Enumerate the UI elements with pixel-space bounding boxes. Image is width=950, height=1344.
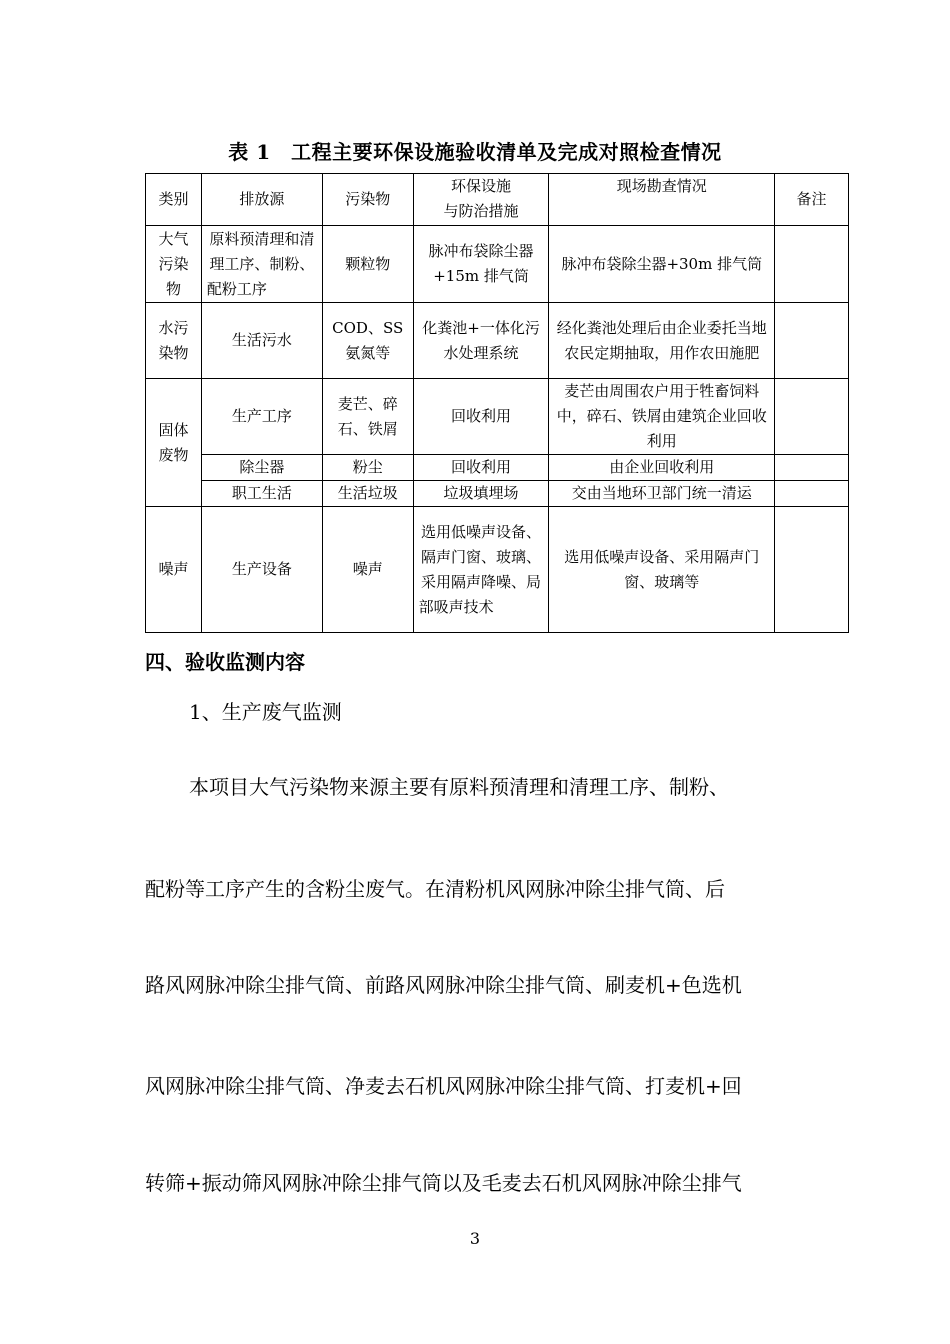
paragraph-line: 本项目大气污染物来源主要有原料预清理和清理工序、制粉、 bbox=[189, 775, 729, 799]
row-source: 除尘器 bbox=[201, 455, 322, 481]
table-row bbox=[146, 507, 849, 633]
row-inspection: 选用低噪声设备、采用隔声门窗、玻璃等 bbox=[549, 507, 775, 633]
row-facility: 选用低噪声设备、隔声门窗、玻璃、采用隔声降噪、局部吸声技术 bbox=[413, 507, 549, 633]
row-inspection: 经化粪池处理后由企业委托当地农民定期抽取，用作农田施肥 bbox=[549, 303, 775, 379]
header-source: 排放源 bbox=[201, 174, 322, 226]
page-number: 3 bbox=[469, 1229, 481, 1248]
row-inspection: 由企业回收利用 bbox=[549, 455, 775, 481]
header-facility: 环保设施 与防治措施 bbox=[413, 174, 549, 226]
row-remark bbox=[775, 481, 849, 507]
paragraph-line: 转筛+振动筛风网脉冲除尘排气筒以及毛麦去石机风网脉冲除尘排气 bbox=[145, 1171, 742, 1195]
table-row bbox=[146, 303, 849, 379]
row-remark bbox=[775, 455, 849, 481]
section-heading: 四、验收监测内容 bbox=[145, 650, 305, 674]
row-remark bbox=[775, 226, 849, 303]
row-pollutant: 麦芒、碎石、铁屑 bbox=[322, 379, 413, 455]
header-remark: 备注 bbox=[775, 174, 849, 226]
paragraph-line: 路风网脉冲除尘排气筒、前路风网脉冲除尘排气筒、刷麦机+色选机 bbox=[145, 973, 742, 997]
header-inspection: 现场勘查情况 bbox=[549, 174, 775, 226]
section-subheading: 1、生产废气监测 bbox=[189, 700, 342, 724]
row-pollutant: 生活垃圾 bbox=[322, 481, 413, 507]
row-remark bbox=[775, 379, 849, 455]
header-pollutant: 污染物 bbox=[322, 174, 413, 226]
row-category: 固体 废物 bbox=[146, 379, 202, 507]
row-pollutant: COD、SS 氨氮等 bbox=[322, 303, 413, 379]
table-header-row bbox=[146, 174, 849, 226]
row-category: 大气 污染 物 bbox=[146, 226, 202, 303]
row-facility: 回收利用 bbox=[413, 455, 549, 481]
row-source: 职工生活 bbox=[201, 481, 322, 507]
row-category: 噪声 bbox=[146, 507, 202, 633]
row-source: 生产工序 bbox=[201, 379, 322, 455]
row-pollutant: 噪声 bbox=[322, 507, 413, 633]
row-remark bbox=[775, 507, 849, 633]
row-category: 水污 染物 bbox=[146, 303, 202, 379]
table-row bbox=[146, 481, 849, 507]
row-facility: 垃圾填埋场 bbox=[413, 481, 549, 507]
row-inspection: 麦芒由周围农户用于牲畜饲料中，碎石、铁屑由建筑企业回收利用 bbox=[549, 379, 775, 455]
row-source: 原料预清理和清理工序、制粉、配粉工序 bbox=[201, 226, 322, 303]
inspection-table bbox=[145, 173, 849, 633]
table-row bbox=[146, 455, 849, 481]
table-title: 表 1 工程主要环保设施验收清单及完成对照检查情况 bbox=[228, 140, 722, 164]
table-row bbox=[146, 379, 849, 455]
row-source: 生活污水 bbox=[201, 303, 322, 379]
paragraph-line: 风网脉冲除尘排气筒、净麦去石机风网脉冲除尘排气筒、打麦机+回 bbox=[145, 1074, 742, 1098]
row-facility: 脉冲布袋除尘器+15m 排气筒 bbox=[413, 226, 549, 303]
row-inspection: 脉冲布袋除尘器+30m 排气筒 bbox=[549, 226, 775, 303]
row-source: 生产设备 bbox=[201, 507, 322, 633]
paragraph-line: 配粉等工序产生的含粉尘废气。在清粉机风网脉冲除尘排气筒、后 bbox=[145, 877, 725, 901]
row-facility: 化粪池+一体化污水处理系统 bbox=[413, 303, 549, 379]
row-inspection: 交由当地环卫部门统一清运 bbox=[549, 481, 775, 507]
row-remark bbox=[775, 303, 849, 379]
row-pollutant: 粉尘 bbox=[322, 455, 413, 481]
row-pollutant: 颗粒物 bbox=[322, 226, 413, 303]
table-row bbox=[146, 226, 849, 303]
header-category: 类别 bbox=[146, 174, 202, 226]
row-facility: 回收利用 bbox=[413, 379, 549, 455]
